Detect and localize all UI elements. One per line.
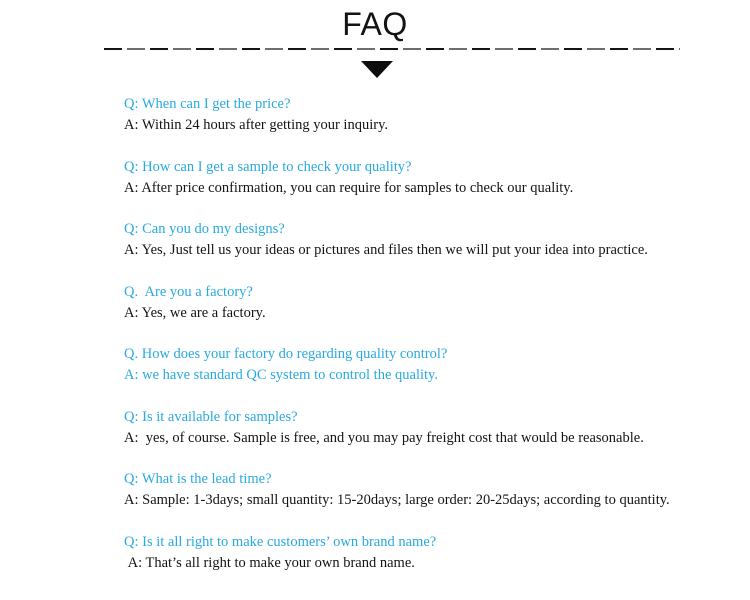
faq-item — [124, 344, 724, 386]
down-arrow-icon — [361, 61, 393, 78]
question-text: Q. Are you a factory? — [124, 283, 253, 300]
question-text: Q: What is the lead time? — [124, 471, 272, 487]
answer-text: A: Yes, Just tell us your ideas or pictures and files then we will put your idea into practice. — [124, 242, 648, 258]
question-text: Q: Is it available for samples? — [124, 408, 298, 425]
question-text: Q: Is it all right to make customers’ own brand name? — [124, 533, 437, 550]
faq-item — [124, 219, 724, 261]
question-text: Q. How does your factory do regarding quality control? — [124, 346, 448, 362]
answer-text: A: Within 24 hours after getting your inquiry. — [124, 117, 389, 133]
page-title: FAQ — [342, 6, 408, 42]
faq-item — [124, 469, 724, 511]
faq-item — [124, 157, 724, 199]
answer-text: A: Yes, we are a factory. — [124, 304, 266, 321]
dashed-divider — [104, 48, 680, 50]
question-text: Q: When can I get the price? — [124, 96, 291, 112]
faq-item — [124, 94, 724, 136]
answer-text: A: yes, of course. Sample is free, and you may pay freight cost that would be reasonable. — [124, 429, 644, 446]
faq-item — [124, 407, 724, 449]
answer-text: A: Sample: 1-3days; small quantity: 15-20days; large order: 20-25days; according to quantity. — [124, 492, 670, 508]
answer-text: A: That’s all right to make your own brand name. — [124, 554, 415, 571]
answer-text: A: After price confirmation, you can require for samples to check our quality. — [124, 179, 574, 196]
faq-list — [124, 94, 724, 594]
faq-item — [124, 282, 724, 324]
answer-text: A: we have standard QC system to control the quality. — [124, 367, 438, 383]
question-text: Q: Can you do my designs? — [124, 221, 285, 237]
question-text: Q: How can I get a sample to check your quality? — [124, 158, 412, 175]
faq-item — [124, 532, 724, 574]
